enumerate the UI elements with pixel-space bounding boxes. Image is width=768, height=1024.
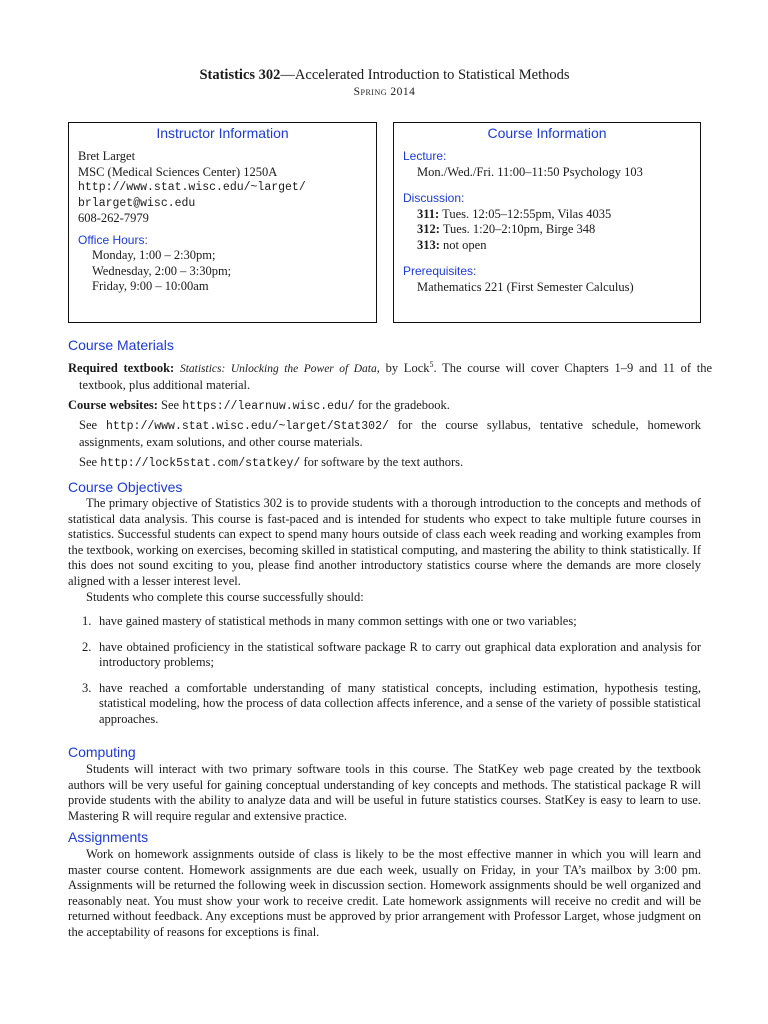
office-hours-wednesday: Wednesday, 2:00 – 3:30pm; bbox=[92, 263, 232, 278]
computing-paragraph: Students will interact with two primary software tools in this course. The StatKey web page created by the textbook authors will be very useful for gaining conceptual understanding of key concepts and methods. The statistical package R will provide students with the ability to analyze data and will be useful in future statistics courses. StatKey is easy to learn to use. Mastering R will require regular and extensive practice. bbox=[68, 762, 701, 823]
textbook-coverage: . The course will cover Chapters 1–9 and 11 of the textbook, plus additional material. bbox=[79, 361, 713, 392]
instructor-heading: Instructor Information bbox=[156, 125, 289, 141]
instructor-name: Bret Larget bbox=[78, 149, 136, 163]
gradebook-link[interactable]: https://learnuw.wisc.edu/ bbox=[182, 400, 355, 413]
site2-prefix: See bbox=[79, 418, 106, 432]
lecture-time: Mon./Wed./Fri. 11:00–11:50 Psychology 103 bbox=[417, 164, 643, 179]
textbook-label: Required textbook: bbox=[68, 361, 175, 376]
list-item bbox=[68, 681, 701, 728]
section-detail: not open bbox=[443, 237, 487, 252]
course-info-box bbox=[393, 122, 701, 323]
prerequisites: Mathematics 221 (First Semester Calculus) bbox=[417, 279, 634, 294]
site1-prefix: See bbox=[161, 398, 183, 412]
office-hours-monday: Monday, 1:00 – 2:30pm; bbox=[92, 248, 216, 262]
office-hours-label: Office Hours: bbox=[78, 232, 148, 247]
section-number: 313: bbox=[417, 237, 440, 252]
instructor-phone: 608-262-7979 bbox=[78, 211, 149, 225]
websites-label: Course websites: bbox=[68, 398, 158, 412]
course-info-heading: Course Information bbox=[487, 125, 607, 141]
discussion-313 bbox=[403, 238, 691, 254]
instructor-info-box bbox=[68, 122, 377, 323]
discussion-311 bbox=[403, 207, 691, 223]
list-number: 1. bbox=[82, 614, 92, 628]
assignments-paragraph: Work on homework assignments outside of class is likely to be the most effective manner in which you will learn and master course content. Homework assignments are due each week, usually on Friday, in your TA’s mailbox by 3:00 pm. Assignments will be returned the following week in discussion section. Homework assignments should be well organized and reasonably neat. You must show your work to receive credit. Late homework assignments will receive no credit and will be returned without feedback. Any exceptions must be approved by prior arrangement with Professor Larget, whose judgment on the acceptability of reasons for exceptions is final. bbox=[68, 847, 701, 939]
websites-paragraph bbox=[68, 398, 701, 415]
textbook-paragraph bbox=[68, 357, 712, 393]
list-text: have reached a comfortable understanding of many statistical concepts, including estimation, hypothesis testing, statistical modeling, how the process of data collection affects inference, and a sense of the variety of possible statistical approaches. bbox=[99, 680, 701, 726]
site2-suffix: for the course syllabus, tentative schedule, homework assignments, exam solutions, and other course materials. bbox=[79, 418, 701, 449]
list-number: 2. bbox=[82, 639, 92, 654]
document-title bbox=[68, 67, 701, 84]
course-materials-heading: Course Materials bbox=[68, 337, 174, 353]
list-text: have gained mastery of statistical methods in many common settings with one or two variables; bbox=[99, 614, 577, 628]
syllabus-site-paragraph bbox=[68, 418, 701, 450]
lecture-label: Lecture: bbox=[403, 149, 447, 163]
computing-heading: Computing bbox=[68, 744, 136, 760]
list-text: have obtained proficiency in the statistical software package R to carry out graphical data exploration and analysis for introductory problems; bbox=[99, 639, 701, 670]
objectives-paragraph: The primary objective of Statistics 302 is to provide students with a thorough introduction to the concepts and methods of statistical data analysis. This course is fast-paced and is intended for students who expect to take multiple future courses in statistics. Successful students can expect to spend many hours outside of class each week reading and working examples from the textbook, working on exercises, becoming skilled in statistical computing, and mastering the ability to think statistically. If this does not sound exciting to you, please find another introductory statistics course where the demands are more closely aligned with a lesser interest level. bbox=[68, 496, 701, 588]
statkey-paragraph bbox=[68, 455, 701, 472]
list-item bbox=[68, 614, 701, 630]
site3-suffix: for software by the text authors. bbox=[300, 455, 464, 469]
site3-prefix: See bbox=[79, 455, 101, 469]
discussion-label: Discussion: bbox=[403, 191, 465, 205]
assignments-heading: Assignments bbox=[68, 829, 149, 845]
course-site-link[interactable]: http://www.stat.wisc.edu/~larget/Stat302/ bbox=[105, 420, 389, 433]
course-objectives-heading: Course Objectives bbox=[68, 479, 183, 495]
course-title: —Accelerated Introduction to Statistical Methods bbox=[280, 67, 570, 83]
textbook-title: Statistics: Unlocking the Power of Data bbox=[179, 363, 377, 376]
discussion-312 bbox=[403, 222, 691, 238]
section-number: 311: bbox=[417, 206, 440, 221]
textbook-author: , by Lock bbox=[376, 361, 430, 376]
instructor-email-link[interactable]: brlarget@wisc.edu bbox=[78, 196, 196, 210]
course-number: Statistics 302 bbox=[199, 67, 281, 83]
instructor-url-link[interactable]: http://www.stat.wisc.edu/~larget/ bbox=[78, 181, 306, 194]
section-detail: Tues. 1:20–2:10pm, Birge 348 bbox=[442, 222, 596, 236]
instructor-office: MSC (Medical Sciences Center) 1250A bbox=[78, 164, 278, 179]
list-number: 3. bbox=[82, 680, 92, 695]
prerequisites-label: Prerequisites: bbox=[403, 264, 477, 278]
section-detail: Tues. 12:05–12:55pm, Vilas 4035 bbox=[442, 206, 612, 221]
textbook-superscript: 5 bbox=[429, 360, 434, 369]
office-hours-friday: Friday, 9:00 – 10:00am bbox=[92, 279, 209, 293]
objectives-lead: Students who complete this course successfully should: bbox=[86, 590, 364, 604]
site1-suffix: for the gradebook. bbox=[354, 398, 450, 412]
list-item bbox=[68, 640, 701, 671]
term: Spring 2014 bbox=[353, 86, 416, 98]
section-number: 312: bbox=[417, 222, 440, 236]
statkey-link[interactable]: http://lock5stat.com/statkey/ bbox=[100, 457, 301, 470]
objectives-list bbox=[68, 614, 701, 728]
